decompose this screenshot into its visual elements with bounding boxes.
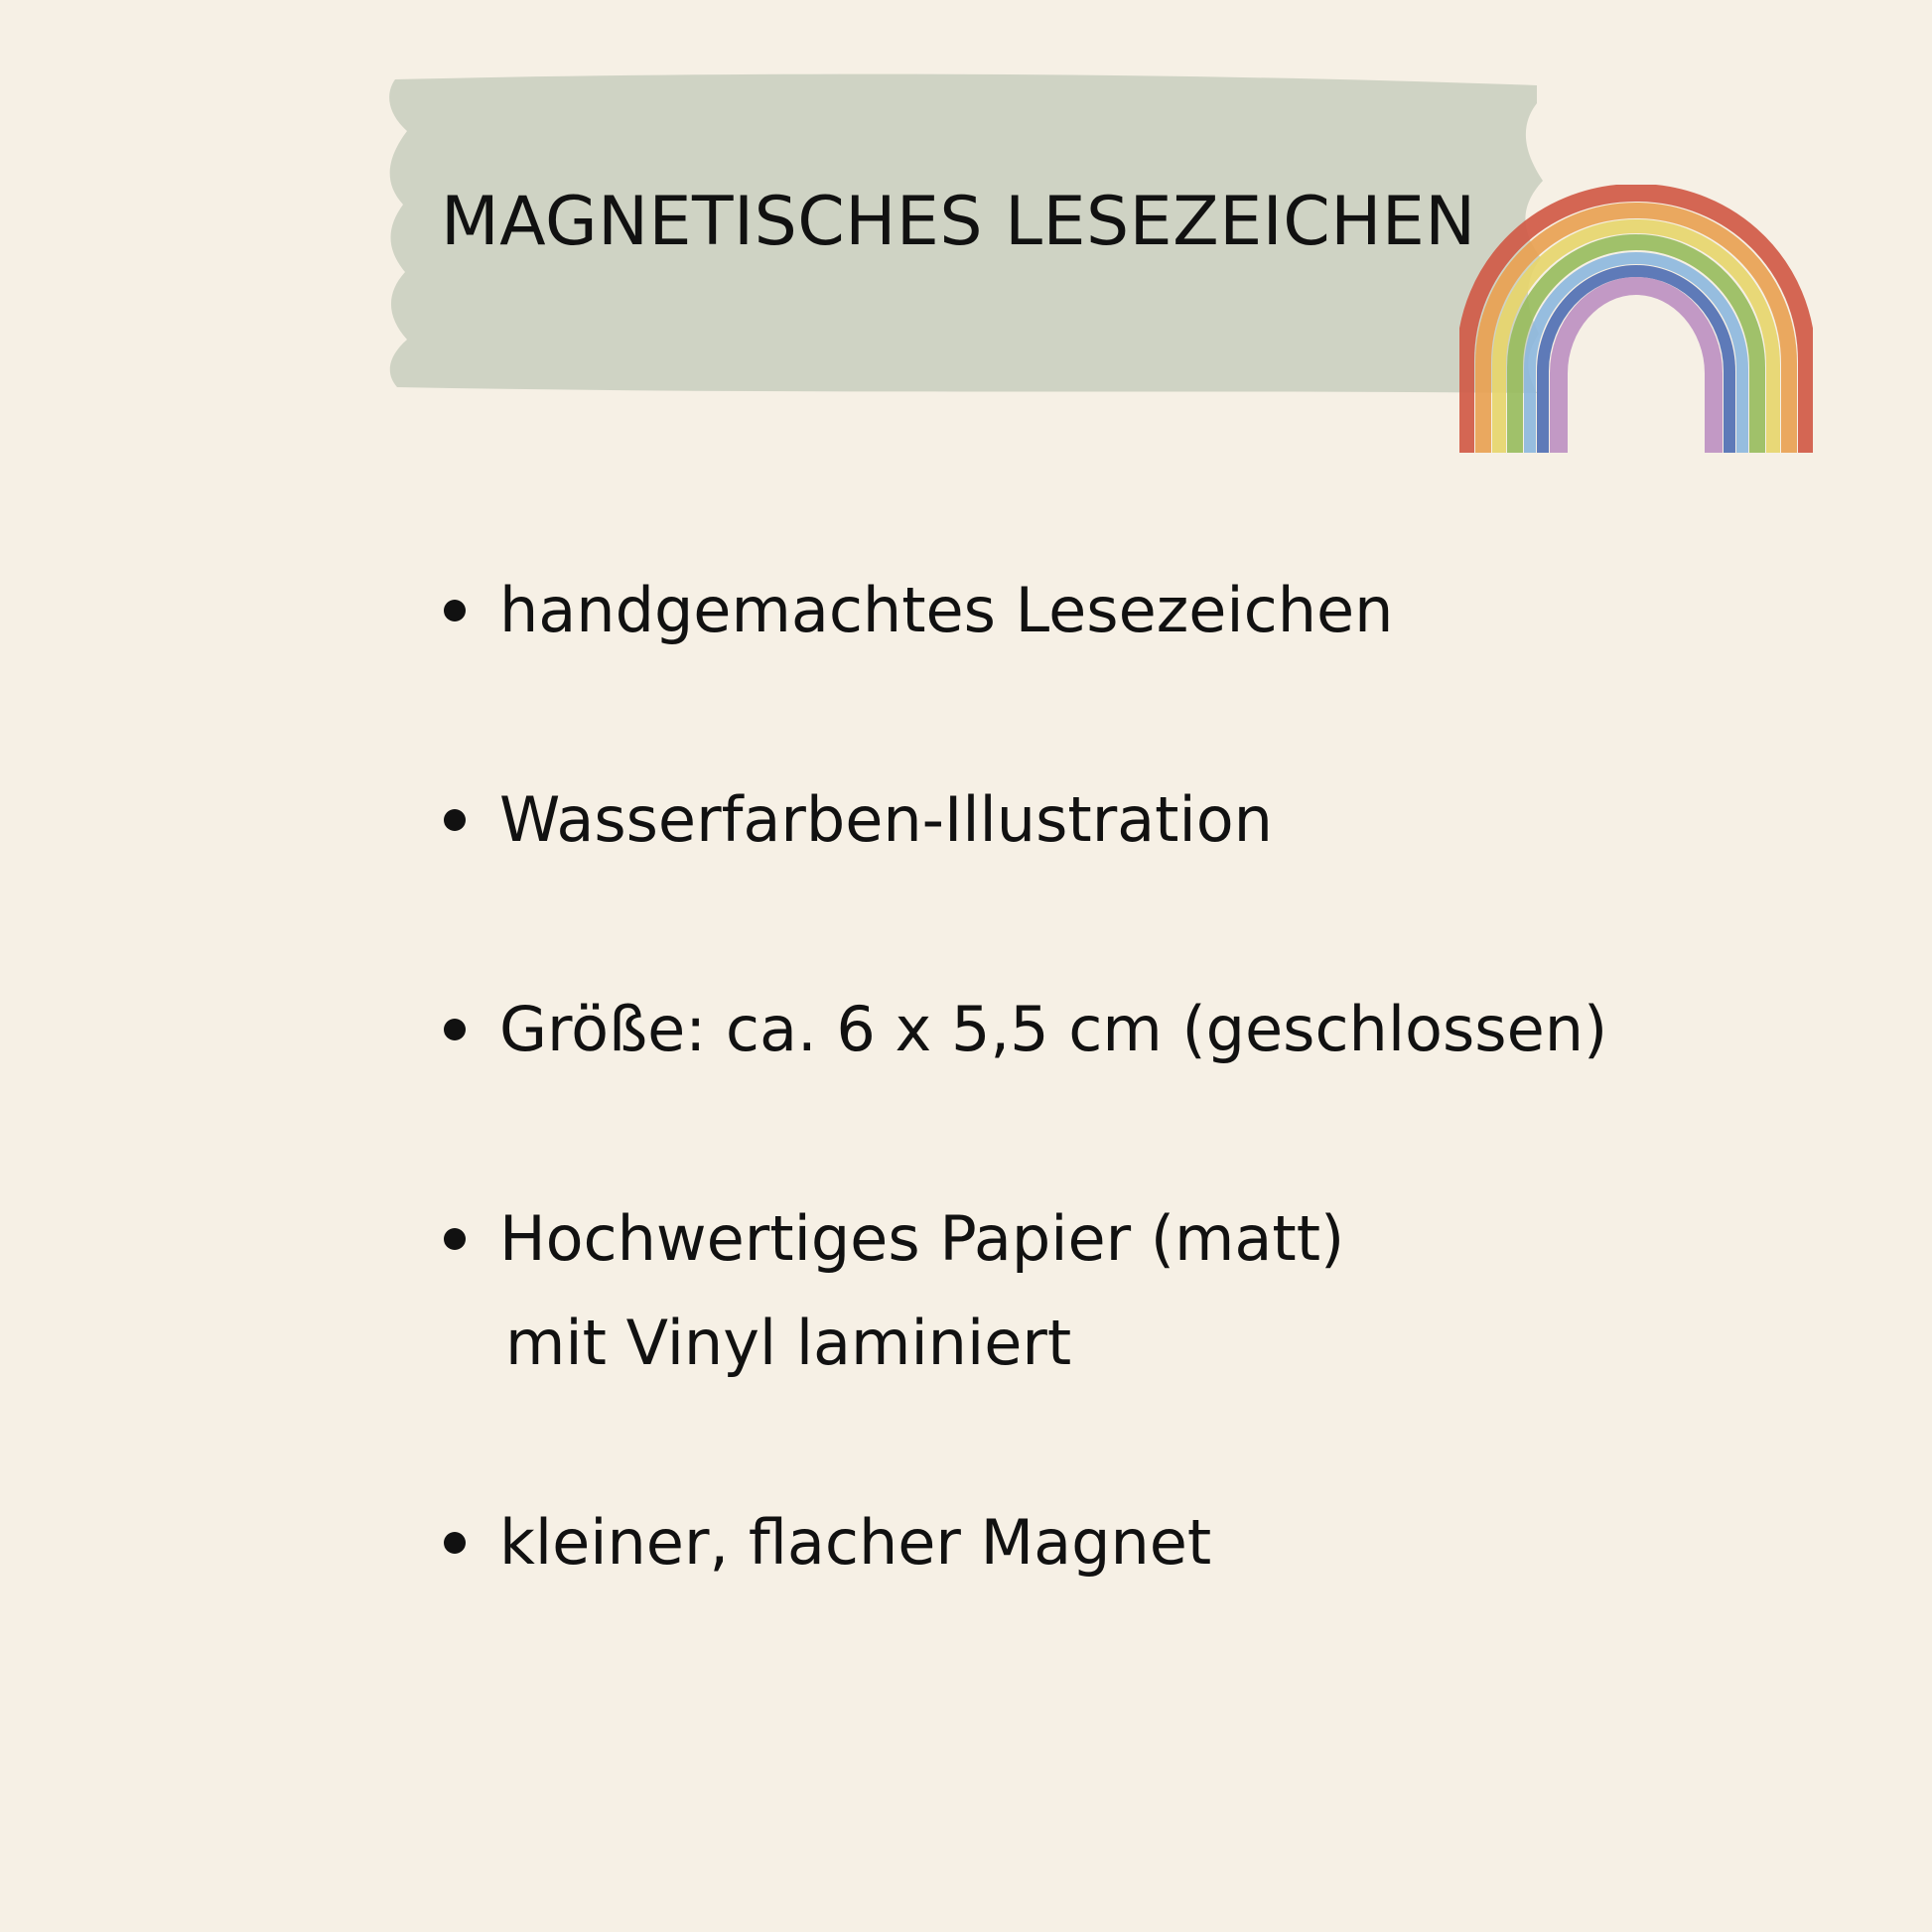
page-title: MAGNETISCHES LESEZEICHEN (441, 183, 1476, 261)
feature-text: Hochwertiges Papier (matt) (499, 1202, 1345, 1275)
feature-text-continuation: mit Vinyl laminiert (505, 1307, 1072, 1379)
feature-text: handgemachtes Lesezeichen (499, 574, 1394, 646)
feature-item-paper (444, 1186, 1734, 1395)
feature-text: kleiner, flacher Magnet (499, 1506, 1212, 1579)
bullet-icon (444, 809, 466, 831)
rainbow-band-blue (1543, 271, 1729, 453)
bullet-icon (444, 1532, 466, 1554)
feature-item-size (444, 977, 1734, 1081)
bullet-icon (444, 600, 466, 621)
feature-item-handmade (444, 558, 1734, 662)
feature-list (444, 558, 1734, 1700)
feature-text: Wasserfarben-Illustration (499, 783, 1273, 856)
feature-item-magnet (444, 1490, 1734, 1594)
feature-item-watercolor (444, 767, 1734, 872)
bullet-icon (444, 1228, 466, 1250)
feature-text: Größe: ca. 6 x 5,5 cm (geschlossen) (499, 993, 1608, 1065)
bullet-icon (444, 1019, 466, 1040)
rainbow-band-purple (1559, 286, 1714, 453)
rainbow-icon (1459, 185, 1813, 459)
